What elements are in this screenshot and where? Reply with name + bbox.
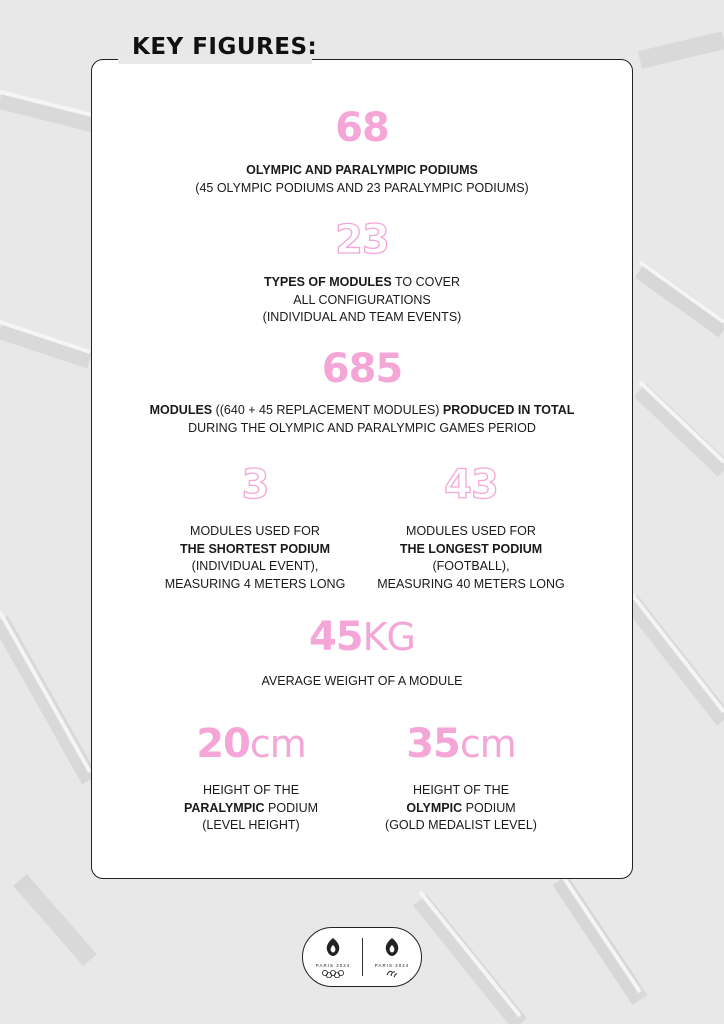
olympic-flame-icon <box>321 936 345 962</box>
weight-unit: KG <box>362 615 416 659</box>
module-types-line2: ALL CONFIGURATIONS <box>293 292 431 307</box>
shortest-number: 3 <box>241 462 269 508</box>
produced-label: PRODUCED IN TOTAL <box>442 403 575 417</box>
paralympic-rest: PODIUM <box>264 800 319 815</box>
paralympic-height-number: 20 <box>196 721 250 767</box>
shortest-label: THE SHORTEST PODIUM <box>179 541 330 556</box>
olympic-height-stat <box>351 721 571 835</box>
module-types-line3: (INDIVIDUAL AND TEAM EVENTS) <box>262 310 462 324</box>
podiums-sub: (45 OLYMPIC PODIUMS AND 23 PARALYMPIC PODIUMS) <box>195 180 529 195</box>
olympic-height-line1: HEIGHT OF THE <box>412 783 510 797</box>
longest-line3: (FOOTBALL), <box>432 559 510 573</box>
page-title: KEY FIGURES: <box>132 34 318 60</box>
podiums-label: OLYMPIC AND PARALYMPIC PODIUMS <box>246 163 478 177</box>
paris-2024-logo <box>302 927 422 987</box>
paralympic-label: PARALYMPIC <box>183 800 265 815</box>
longest-line4: MEASURING 40 METERS LONG <box>377 576 565 591</box>
paralympic-height-stat <box>141 721 361 835</box>
modules-total-stat <box>92 346 632 437</box>
longest-podium-stat <box>361 462 581 593</box>
longest-number: 43 <box>444 462 498 508</box>
module-types-stat <box>92 217 632 327</box>
weight-text: AVERAGE WEIGHT OF A MODULE <box>261 674 463 688</box>
weight-number: 45 <box>308 614 363 660</box>
olympic-height-line3: (GOLD MEDALIST LEVEL) <box>385 818 537 832</box>
modules-total-number: 685 <box>321 346 403 392</box>
logo-right-text: PARIS 2024 <box>374 963 410 968</box>
longest-label: THE LONGEST PODIUM <box>399 541 543 556</box>
modules-mid: ((640 + 45 REPLACEMENT MODULES) <box>212 403 443 417</box>
logo-left-text: PARIS 2024 <box>315 963 351 968</box>
module-types-number: 23 <box>335 217 389 263</box>
podiums-number: 68 <box>335 105 389 151</box>
shortest-line3: (INDIVIDUAL EVENT), <box>191 559 319 573</box>
paralympic-height-unit: cm <box>249 722 306 766</box>
longest-line1: MODULES USED FOR <box>406 524 536 538</box>
olympic-rings-icon <box>321 970 345 978</box>
paralympic-agitos-icon <box>386 969 398 978</box>
paralympic-height-line3: (LEVEL HEIGHT) <box>202 818 300 832</box>
olympic-height-number: 35 <box>406 721 460 767</box>
olympic-label: OLYMPIC <box>406 800 463 815</box>
shortest-line1: MODULES USED FOR <box>190 524 320 538</box>
modules-line2: DURING THE OLYMPIC AND PARALYMPIC GAMES PERIOD <box>188 420 536 435</box>
key-figures-card <box>91 59 633 879</box>
olympic-rest: PODIUM <box>462 800 516 815</box>
modules-label: MODULES <box>149 403 213 417</box>
shortest-line4: MEASURING 4 METERS LONG <box>164 576 346 591</box>
shortest-podium-stat <box>145 462 365 593</box>
module-types-rest: TO COVER <box>391 275 461 289</box>
weight-stat <box>92 614 632 691</box>
podiums-stat <box>92 105 632 197</box>
module-types-label: TYPES OF MODULES <box>263 275 392 289</box>
paralympic-flame-icon <box>380 936 404 962</box>
paralympic-height-line1: HEIGHT OF THE <box>202 783 300 797</box>
logo-divider <box>362 938 363 976</box>
olympic-height-unit: cm <box>459 722 516 766</box>
